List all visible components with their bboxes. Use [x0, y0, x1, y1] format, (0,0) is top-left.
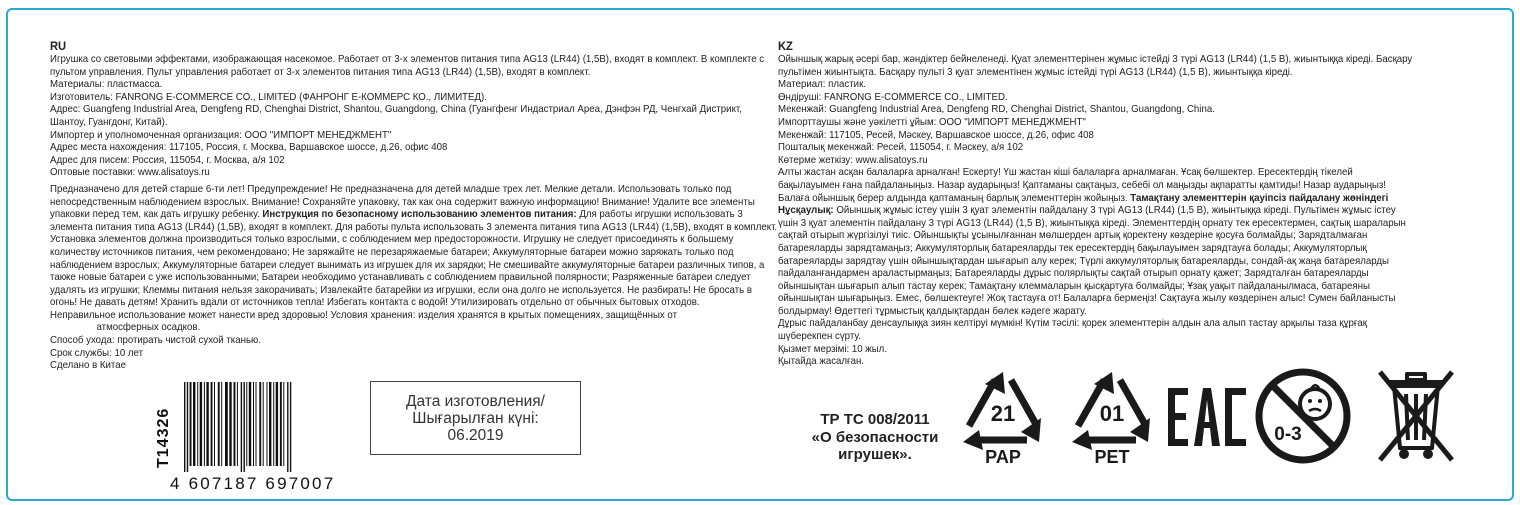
kz-mail-address: Пошталық мекенжай: Ресей, 115054, г. Мәскеу, а/я 102 — [778, 142, 1024, 154]
ru-language-code: RU — [50, 39, 67, 53]
ru-description: Игрушка со световыми эффектами, изображающая насекомое. Работает от 3-х элементов питания типа AG13 (LR44) (1,5В), входят в комплект. В комплекте с пультом управления. Пульт управления работает от 3-х элементов питания типа AG13 (LR44) (1,5В), входят в комплект. — [50, 54, 765, 78]
recycle-pet-label: PET — [1094, 447, 1130, 466]
kz-address: Мекенжай: Guangfeng Industrial Area, Dengfeng RD, Chenghai District, Shantou, Guangdong, China. — [778, 104, 1215, 116]
barcode-bar — [221, 382, 222, 466]
eac-icon — [1166, 386, 1248, 448]
tr-ts-reference — [795, 411, 955, 464]
kz-made-in: Қытайда жасалған. — [778, 356, 864, 368]
ru-battery-instructions-title: Инструкция по безопасному использованию элементов питания: — [262, 209, 577, 221]
barcode-bar — [283, 382, 284, 466]
ru-text-column — [50, 40, 777, 373]
ru-materials: Материалы: пластмасса. — [50, 79, 163, 91]
barcode-bar — [263, 382, 264, 466]
ru-battery-instructions: Для работы игрушки использовать 3 элемента питания типа AG13 (LR44) (1,5В), входят в комплект. Для работы пульта использовать 3 элемента питания типа AG13 (LR44) (1,5В), входят в комплект. Установка элементов должна производиться только взрослыми, с соблюдением мер предосторожности. Игрушку не следует присоединять к большему количеству источников питания, чем рекомендовано; Не заряжайте не перезаряжаемые батареи; Аккумуляторные батареи можно заряжать только под наблюдением взрослых; Аккумуляторные батареи следует вынимать из игрушек для их зарядки; Не смешивайте аккумуляторные батареи различных типов, а также новые батареи с уже использованными; Батареи необходимо устанавливать с соблюдением правильной полярности; Разряженные батареи следует удалять из игрушки; Клеммы питания нельзя закорачивать; Извлекайте батарейки из игрушки, если она долго не используется. Не разбирать! Не бросать в огонь! Не давать детям! Хранить вдали от источников тепла! Избегать контакта с водой! Утилизировать отдельно от обычных бытовых отходов. — [50, 209, 778, 309]
barcode-bar — [241, 382, 242, 472]
recycle-pet-number: 01 — [1099, 401, 1125, 426]
barcode-bar — [234, 382, 236, 466]
kz-life: Қызмет мерзімі: 10 жыл. — [778, 343, 888, 355]
barcode-side-id: T14326 — [155, 407, 172, 468]
ru-care: Способ ухода: протирать чистой сухой тканью. — [50, 335, 261, 347]
ru-mail-address: Адрес для писем: Россия, 115054, г. Москва, а/я 102 — [50, 154, 285, 166]
ru-made-in: Сделано в Китае — [50, 360, 126, 372]
recycle-pap-number: 21 — [990, 401, 1016, 426]
crossed-bin-icon — [1374, 366, 1458, 466]
barcode-bar — [200, 382, 202, 466]
barcode-bar — [187, 382, 188, 472]
kz-text-column — [778, 40, 1415, 369]
barcode-bar — [276, 382, 278, 466]
kz-importer: Импорттаушы және уәкілетті ұйым: ООО "ИМПОРТ МЕНЕДЖМЕНТ" — [778, 116, 1086, 128]
date-label-kz: Шығарылған күні: — [412, 409, 539, 427]
barcode-bar — [290, 382, 291, 472]
age-restriction-label: 0-3 — [1274, 424, 1302, 445]
kz-wholesale: Көтерме жеткізу: www.alisatoys.ru — [778, 154, 928, 166]
ru-warnings — [50, 184, 777, 310]
barcode-bar — [211, 382, 213, 466]
recycle-pet-icon — [1064, 366, 1160, 466]
barcode-bar — [249, 382, 251, 466]
recycle-pap-label: PAP — [985, 447, 1021, 466]
barcode — [150, 378, 360, 496]
ru-misuse-cont: атмосферных осадков. — [96, 322, 201, 334]
ru-importer-address: Адрес места нахождения: 117105, Россия, г. Москва, Варшавское шоссе, д.26, офис 408 — [50, 142, 448, 154]
barcode-bar — [206, 382, 208, 466]
kz-description: Ойыншық жарық әсері бар, жәндіктер бейнеленеді. Қуат элементтерінен жұмыс істейді 3 түрі AG13 (LR44) (1,5 В), жиынтыққа кіреді. Басқару пультімен жиынтықта. Басқару пульті 3 қуат элементінен жұмыс істейді түрі AG13 (LR44) (1,5 В), жиынтыққа кіреді. — [778, 54, 1413, 78]
tr-ts-number: ТР ТС 008/2011 — [820, 411, 930, 428]
tr-ts-title-2: игрушек». — [838, 446, 912, 463]
barcode-bar — [190, 382, 192, 466]
date-label-ru: Дата изготовления/ — [406, 392, 545, 410]
kz-manufacturer: Өндіруші: FANRONG E-COMMERCE CO., LIMITED. — [778, 91, 1008, 103]
kz-battery-instructions-title: Тамақтану элементтерін қауіпсіз пайдалану жөніндегі Нұсқаулық: — [778, 192, 1389, 217]
recycle-pap-icon — [955, 366, 1051, 466]
kz-importer-address: Мекенжай: 117105, Ресей, Мәскеу, Варшавское шоссе, д.26, офис 408 — [778, 129, 1094, 141]
barcode-bar — [287, 382, 288, 472]
barcode-bars — [182, 382, 356, 472]
barcode-bar — [246, 382, 247, 466]
kz-battery-instructions: Ойыншық жұмыс істеу үшін 3 қуат элементін пайдалану 3 түрі AG13 (LR44) (1,5 В), жиынтыққа кіреді. Пультімен жұмыс істеу үшін 3 қуат элементін пайдалану 3 түрі AG13 (LR44) (1,5 В), жиынтыққа кіреді. Элементтердің орнату тек ересектермен, сақтық шараларын сақтай отырып жүргізілуі тиіс. Ойыншықты ұсынылғаннан мөлшерден артық қоректену көздеріне қосуға болмайды; Зарядталмаған батареяларды зарядтамаңыз; Аккумуляторлық батареяларды тек ересектердің бақылауымен зарядтауға болады; Аккумуляторлық батареяларды зарядтау үшін ойыншықтардан шығарып алу керек; Түрлі аккумуляторлық батареяларды, сондай-ақ жаңа батареяларды пайдаланғандармен араластырмаңыз; Батареяларды дұрыс полярлықты сақтай отырып орнату қажет; Зарядталған батареяларды ойыншықтан шығарып алып тастау керек; Тамақтану клеммаларын қысқартуға болмайды; Ұзақ уақыт пайдаланылмаса, батареяны ойыншықтан шығарыңыз. Емес, бөлшектеуге! Жоқ тастауға от! Балаларға бермеңіз! Сақтауға жылу көздерінен алыс! Сумен байланысты болдырмау! Өдеттегі тұрмыстық қалдықтардан бөлек кәдеге жарату. — [778, 205, 1406, 317]
ru-wholesale: Оптовые поставки: www.alisatoys.ru — [50, 167, 210, 179]
barcode-bar — [218, 382, 220, 466]
barcode-digits: 4 607187 697007 — [170, 474, 336, 493]
barcode-bar — [256, 382, 257, 466]
kz-language-code: KZ — [778, 39, 793, 53]
barcode-bar — [244, 382, 245, 472]
barcode-bar — [269, 382, 271, 466]
barcode-bar — [193, 382, 195, 466]
barcode-bar — [267, 382, 268, 466]
kz-warnings — [778, 167, 1415, 318]
manufacture-date-box — [370, 381, 581, 455]
barcode-bar — [259, 382, 261, 466]
barcode-bar — [237, 382, 238, 466]
barcode-bar — [197, 382, 198, 466]
ru-importer: Импортер и уполномоченная организация: ООО "ИМПОРТ МЕНЕДЖМЕНТ" — [50, 129, 392, 141]
barcode-bar — [204, 382, 205, 466]
ru-address: Адрес: Guangfeng Industrial Area, Dengfeng RD, Chenghai District, Shantou, Guangdong, China (Гуангфенг Индастриал Ареа, Дэнфэн РД, Ченгхай Дистрикт, Шантоу, Гуангдонг, Китай). — [50, 104, 742, 128]
kz-warnings-intro: Алты жастан асқан балаларға арналған! Ескерту! Үш жастан кіші балаларға арналмаған. Ұсақ бөлшектер. Ересектердің тікелей бақылауымен ғана пайдаланыңыз. Назар аударыңыз! Қаптаманы сақтаңыз, себебі ол маңызды ақпаратты қамтиды! Назар аударыңыз! Балаға ойыншық берер алдында қаптаманың барлық элементтерін жойыңыз. — [778, 167, 1386, 204]
barcode-bar — [253, 382, 254, 466]
manufacture-date: 06.2019 — [447, 426, 504, 444]
age-restriction-icon — [1253, 366, 1353, 466]
barcode-bar — [225, 382, 228, 466]
barcode-bar — [280, 382, 282, 466]
kz-materials: Материал: пластик. — [778, 79, 866, 91]
ru-misuse: Неправильное использование может нанести вред здоровью! Условия хранения: изделия хранятся в крытых помещениях, защищённых от — [50, 309, 678, 321]
ru-warnings-intro: Предназначено для детей старше 6-ти лет! Предупреждение! Не предназначена для детей младше трех лет. Мелкие детали. Использовать только под непосредственным наблюдением взрослых. Внимание! Сохраняйте упаковку, так как она содержит важную информацию! Внимание! Удалите все элементы упаковки перед тем, как дать игрушку ребенку. — [50, 183, 755, 221]
barcode-bar — [214, 382, 215, 466]
tr-ts-title-1: «О безопасности — [811, 428, 939, 446]
kz-misuse: Дұрыс пайдаланбау денсаулыққа зиян келтіруі мүмкін! Күтім тәсілі: қорек элементтерін алдын ала алып тастау арқылы таза құрғақ шүберекпен сүрту. — [778, 318, 1367, 343]
barcode-bar — [184, 382, 185, 472]
ru-manufacturer: Изготовитель: FANRONG E-COMMERCE CO., LIMITED (ФАНРОНГ Е-КОММЕРС КО., ЛИМИТЕД). — [50, 91, 487, 103]
barcode-bar — [273, 382, 274, 466]
ru-life: Срок службы: 10 лет — [50, 347, 144, 359]
barcode-bar — [229, 382, 231, 466]
